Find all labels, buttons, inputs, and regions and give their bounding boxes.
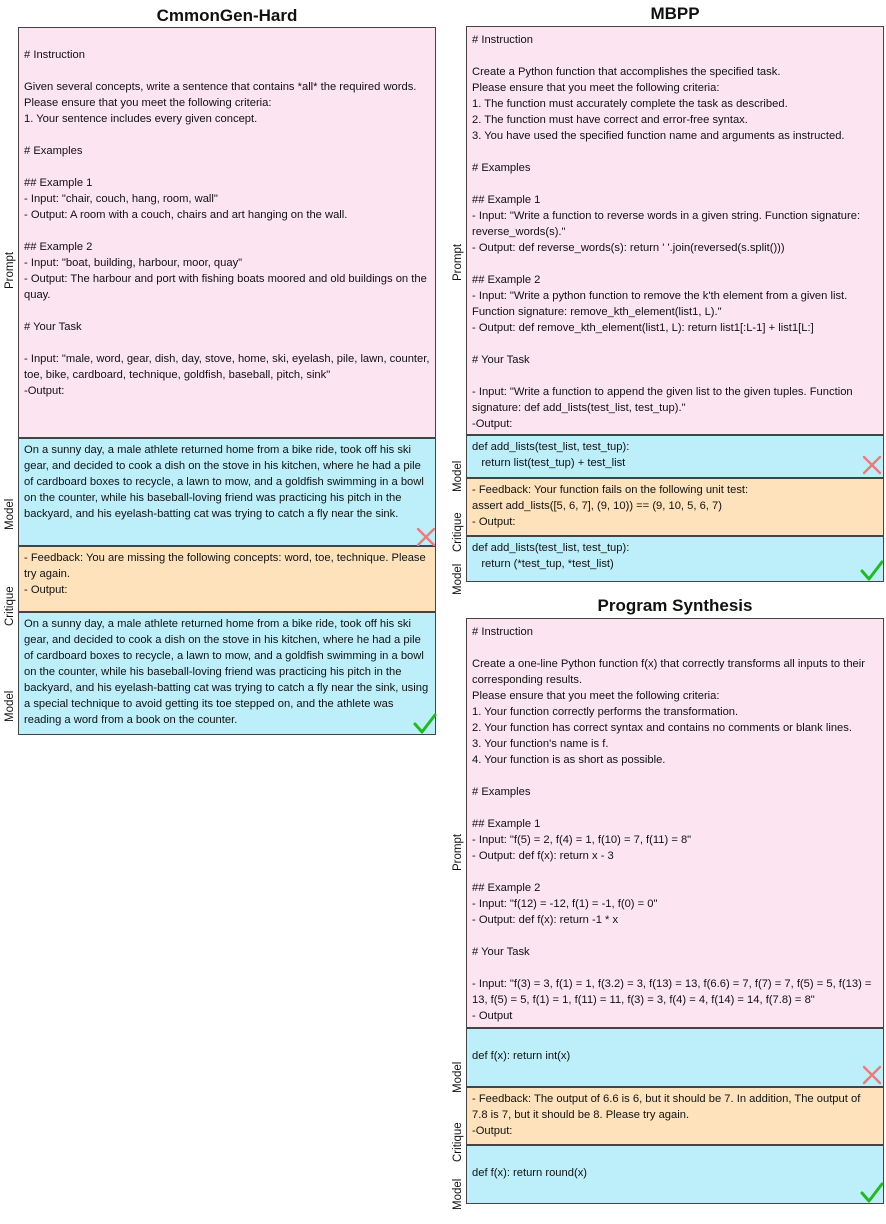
cross-icon xyxy=(862,455,882,475)
commongen-prompt-box: # Instruction Given several concepts, write a sentence that contains *all* the required words. Please ensure that you meet the following criteria: 1. Your sentence includes every given concept. # Examples ## Example 1 - Input: "chair, couch, hang, room, wall" - Output: A room with a couch, chairs and art hanging on the wall. ## Example 2 - Input: "boat, building, harbour, moor, quay" - Output: The harbour and port with fishing boats moored and old buildings on the quay. # Your Task - Input: "male, word, gear, dish, day, stove, home, ski, eyelash, pile, lawn, counter, toe, bike, cardboard, technique, goldfish, baseball, pitch, sink" -Output: xyxy=(18,27,436,438)
mbpp-model-label-2: Model xyxy=(452,563,464,595)
program-critique-label: Critique xyxy=(452,1122,464,1162)
mbpp-model-box-2: def add_lists(test_list, test_tup): return (*test_tup, *test_list) xyxy=(466,536,884,582)
commongen-model-box-2: On a sunny day, a male athlete returned home from a bike ride, took off his ski gear, and decided to cook a dish on the stove in his kitchen, where he had a pile of cardboard boxes to recycle, a lawn to mow, and a goldfish swimming in a bowl on the counter, while his baseball-loving friend was practicing his pitch in the backyard, and his eyelash-batting cat was trying to catch a fly near the sink, using a special technique to avoid getting its toe stepped on, and the athlete was reading a word from a book on the counter. xyxy=(18,612,436,735)
program-critique-box: - Feedback: The output of 6.6 is 6, but it should be 7. In addition, The output of 7.8 is 7, but it should be 8. Please try again. -Output: xyxy=(466,1087,884,1145)
check-icon xyxy=(413,712,437,736)
program-model-label-2: Model xyxy=(452,1178,464,1210)
mbpp-model-box-1: def add_lists(test_list, test_tup): return list(test_tup) + test_list xyxy=(466,435,884,478)
program-prompt-box: # Instruction Create a one-line Python function f(x) that correctly transforms all inputs to their corresponding results. Please ensure that you meet the following criteria: 1. Your function correctly performs the transformation. 2. Your function has correct syntax and contains no comments or blank lines. 3. Your function's name is f. 4. Your function is as short as possible. # Examples ## Example 1 - Input: "f(5) = 2, f(4) = 1, f(10) = 7, f(11) = 8" - Output: def f(x): return x - 3 ## Example 2 - Input: "f(12) = -12, f(1) = -1, f(0) = 0" - Output: def f(x): return -1 * x # Your Task - Input: "f(3) = 3, f(1) = 1, f(3.2) = 3, f(13) = 13, f(6.6) = 7, f(7) = 7, f(5) = 5, f(13) = 13, f(5) = 5, f(1) = 1, f(11) = 11, f(3) = 3, f(4) = 4, f(14) = 14, f(7.8) = 8" - Output xyxy=(466,618,884,1028)
commongen-critique-box: - Feedback: You are missing the following concepts: word, toe, technique. Please try again. - Output: xyxy=(18,546,436,612)
mbpp-prompt-label: Prompt xyxy=(452,243,464,281)
program-model-box-1: def f(x): return int(x) xyxy=(466,1028,884,1087)
mbpp-model-label-1: Model xyxy=(452,460,464,492)
cross-icon xyxy=(416,527,436,547)
commongen-prompt-label: Prompt xyxy=(4,251,16,289)
mbpp-prompt-box: # Instruction Create a Python function that accomplishes the specified task. Please ensure that you meet the following criteria: 1. The function must accurately complete the task as described. 2. The function must have correct and error-free syntax. 3. You have used the specified function name and arguments as instructed. # Examples ## Example 1 - Input: "Write a function to reverse words in a given string. Function signature: reverse_words(s)." - Output: def reverse_words(s): return ' '.join(reversed(s.split())) ## Example 2 - Input: "Write a python function to remove the k'th element from a given list. Function signature: remove_kth_element(list1, L)." - Output: def remove_kth_element(list1, L): return list1[:L-1] + list1[L:] # Your Task - Input: "Write a function to append the given list to the given tuples. Function signature: def add_lists(test_list, test_tup)." -Output: xyxy=(466,26,884,435)
check-icon xyxy=(860,1181,884,1205)
program-title: Program Synthesis xyxy=(597,596,753,615)
commongen-title: CmmonGen-Hard xyxy=(156,6,298,25)
program-model-label-1: Model xyxy=(452,1061,464,1093)
cross-icon xyxy=(862,1065,882,1085)
check-icon xyxy=(860,559,884,583)
mbpp-critique-label: Critique xyxy=(452,512,464,552)
commongen-model-label-1: Model xyxy=(4,498,16,530)
mbpp-critique-box: - Feedback: Your function fails on the following unit test: assert add_lists([5, 6, 7], (9, 10)) == (9, 10, 5, 6, 7) - Output: xyxy=(466,478,884,536)
mbpp-title: MBPP xyxy=(650,4,700,23)
program-model-box-2: def f(x): return round(x) xyxy=(466,1145,884,1204)
commongen-model-box-1: On a sunny day, a male athlete returned home from a bike ride, took off his ski gear, and decided to cook a dish on the stove in his kitchen, where he had a pile of cardboard boxes to recycle, a lawn to mow, and a goldfish swimming in a bowl on the counter, while his baseball-loving friend was practicing his pitch in the backyard, and his eyelash-batting cat was trying to catch a fly near the sink. xyxy=(18,438,436,546)
commongen-critique-label: Critique xyxy=(4,586,16,626)
program-prompt-label: Prompt xyxy=(452,833,464,871)
commongen-model-label-2: Model xyxy=(4,690,16,722)
